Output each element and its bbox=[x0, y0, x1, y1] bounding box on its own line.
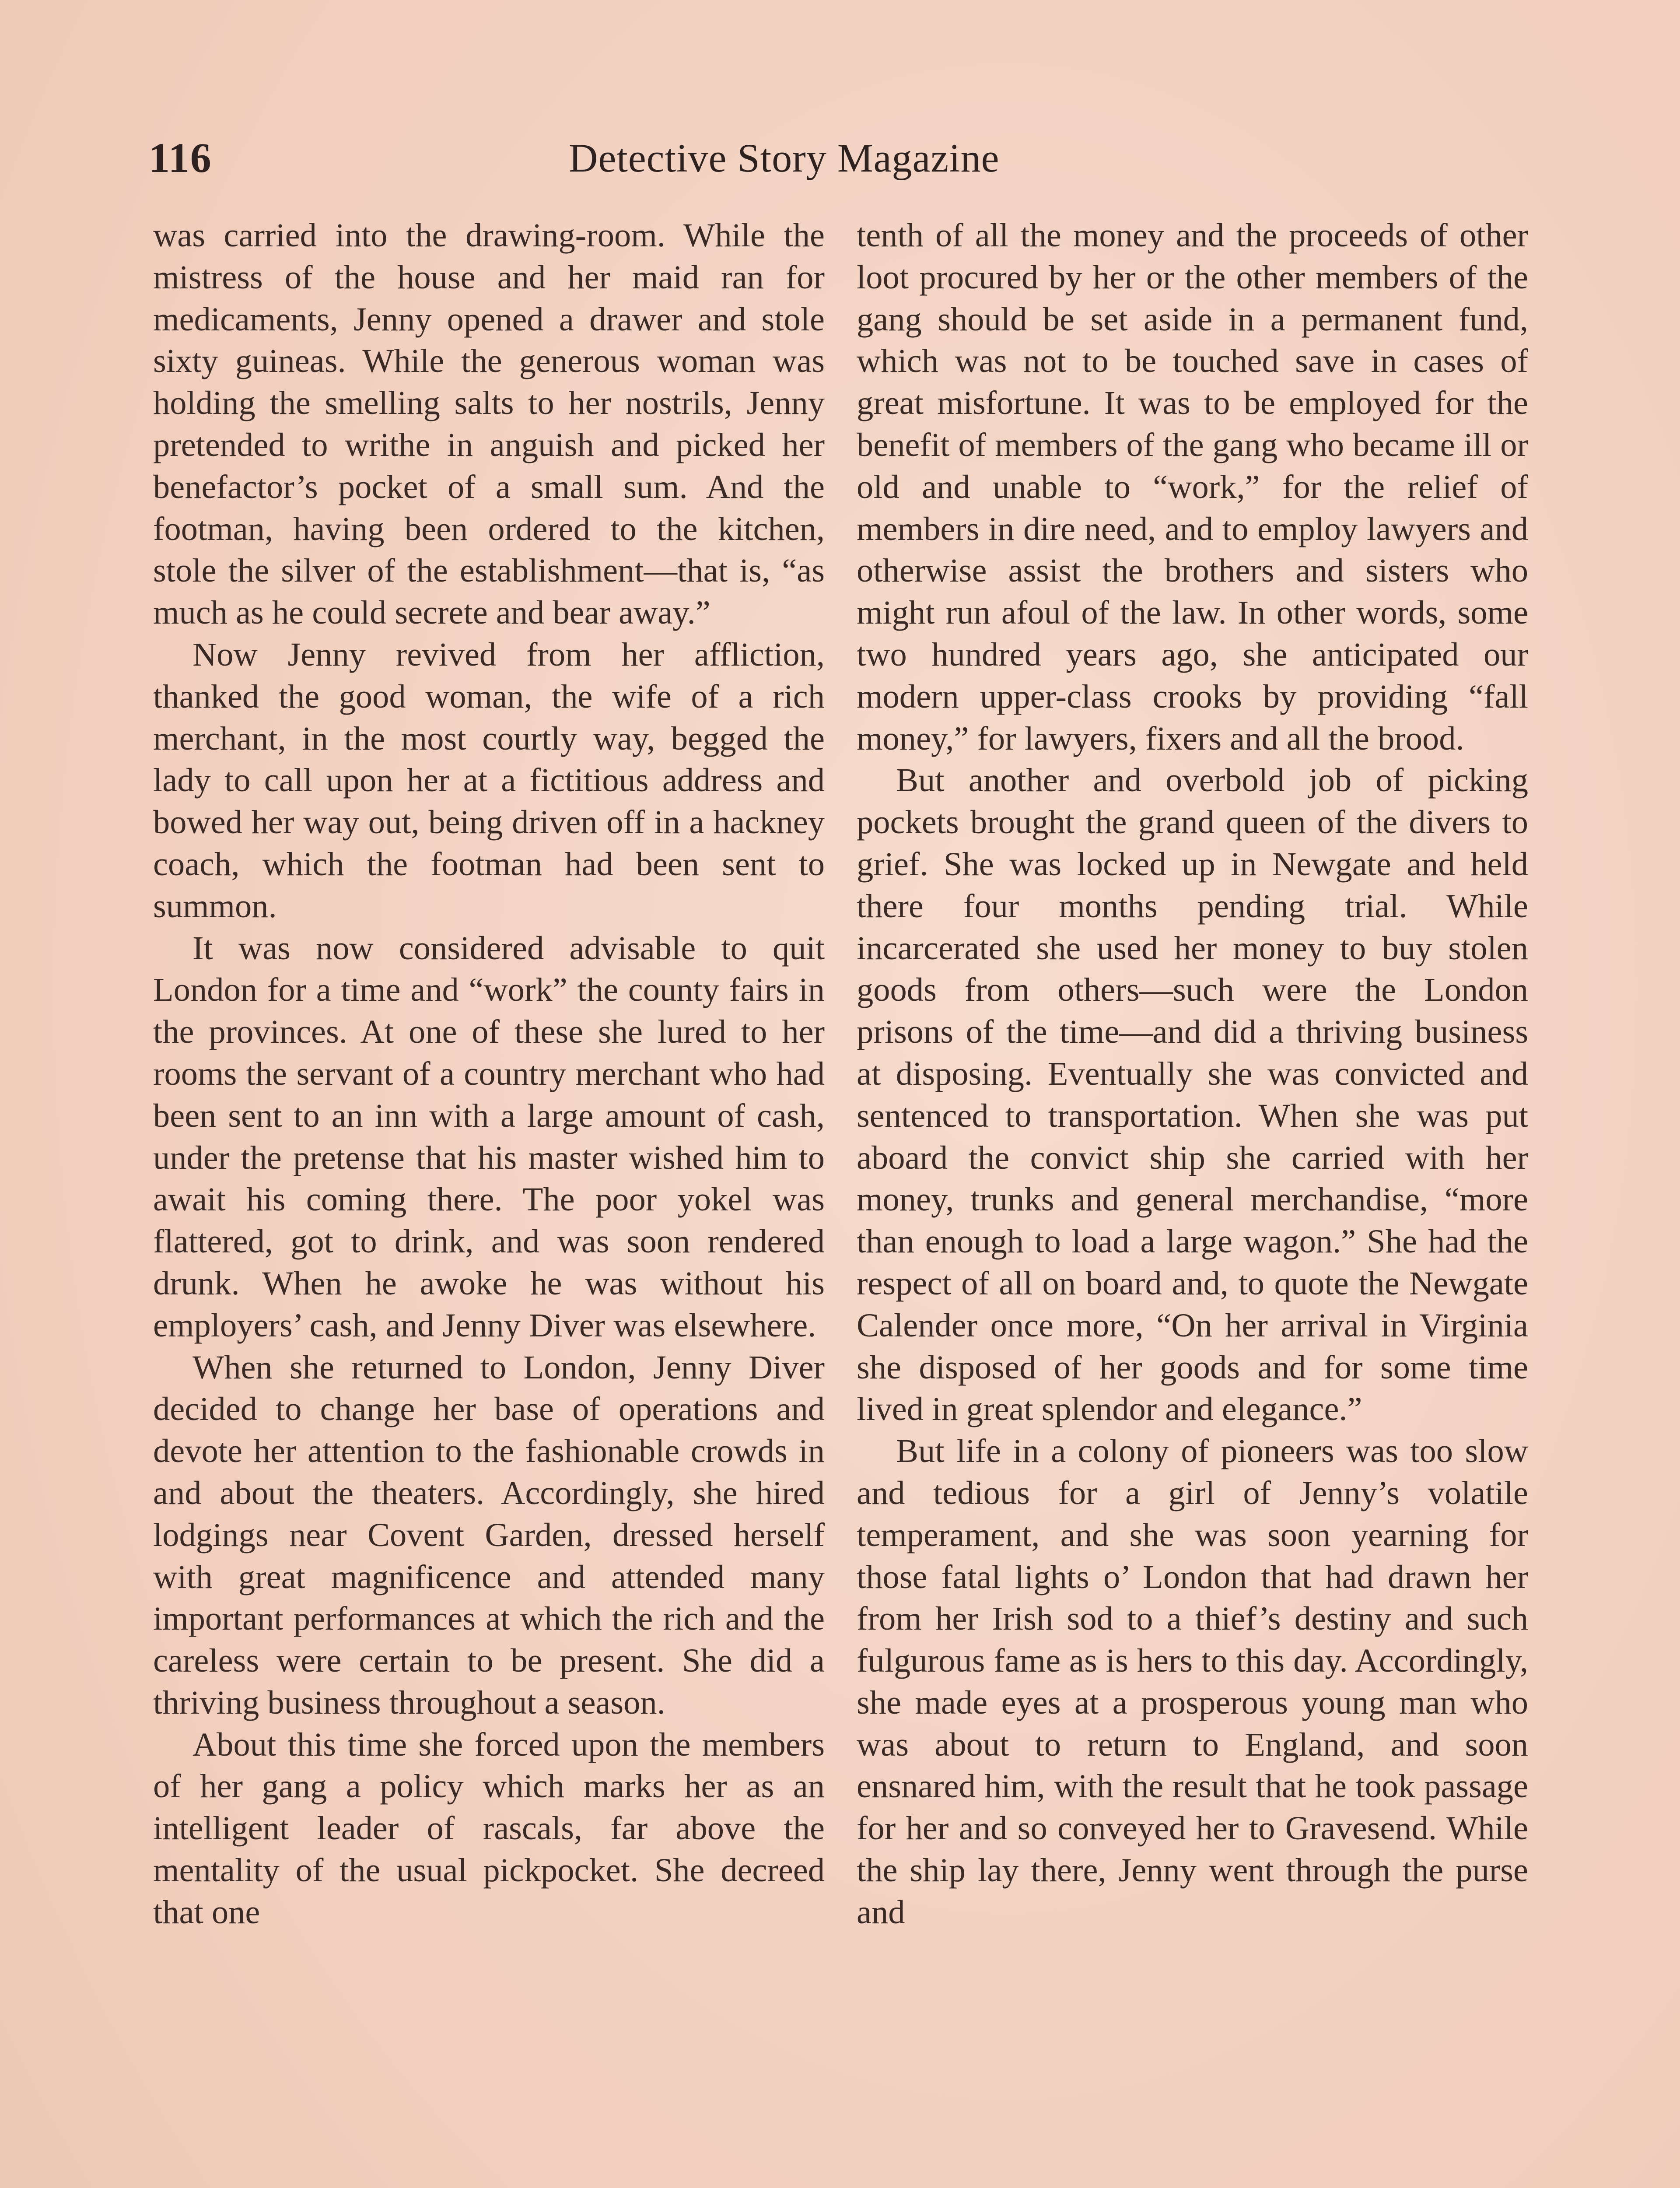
paragraph: About this time she forced upon the members of her gang a policy which marks her as an intelligent leader of rascals, far above the mentality of the usual pickpocket. She decreed that one bbox=[153, 1725, 825, 1931]
paragraph: But another and overbold job of picking pockets brought the grand queen of the divers to grief. She was locked up in Newgate and held there four months pending trial. While incarcerated she used her money to buy stolen goods from others—such were the London prisons of the time—and did a thriving business at disposing. Eventually she was convicted and sentenced to transportation. When she was put aboard the convict ship she carried with her money, trunks and general merchandise, “more than enough to load a large wagon.” She had the respect of all on board and, to quote the Newgate Calender once more, “On her arrival in Virginia she disposed of her goods and for some time lived in great splendor and elegance.” bbox=[857, 761, 1528, 1428]
paragraph: was carried into the drawing-room. While the mistress of the house and her maid ran for medicaments, Jenny opened a drawer and stole sixty guineas. While the generous woman was holding the smelling salts to her nostrils, Jenny pretended to writhe in anguish and picked her benefactor’s pocket of a small sum. And the footman, having been ordered to the kitchen, stole the silver of the establishment—that is, “as much as he could secrete and bear away.” bbox=[153, 217, 825, 631]
page-number: 116 bbox=[149, 134, 212, 181]
running-head: Detective Story Magazine bbox=[569, 136, 1000, 180]
paragraph: But life in a colony of pioneers was too slow and tedious for a girl of Jenny’s volatile temperament, and she was soon yearning for those fatal lights o’ London that had drawn her from her Irish sod to a thief’s destiny and such fulgurous fame as is hers to this day. Accordingly, she made eyes at a prosperous young man who was about to return to England, and soon ensnared him, with the result that he took passage for her and so conveyed her to Gravesend. While the ship lay there, Jenny went through the purse and bbox=[857, 1432, 1528, 1931]
paragraph: When she returned to London, Jenny Diver decided to change her base of operations and devote her attention to the fashionable crowds in and about the theaters. Accordingly, she hired lodgings near Covent Garden, dressed herself with great magnificence and attended many important performances at which the rich and the careless were certain to be present. She did a thriving business throughout a season. bbox=[153, 1348, 825, 1721]
left-column bbox=[153, 214, 825, 1933]
paragraph: It was now considered advisable to quit London for a time and “work” the county fairs in the provinces. At one of these she lured to her rooms the servant of a country merchant who had been sent to an inn with a large amount of cash, under the pretense that his master wished him to await his coming there. The poor yokel was flattered, got to drink, and was soon rendered drunk. When he awoke he was without his employers’ cash, and Jenny Diver was elsewhere. bbox=[153, 929, 825, 1344]
paragraph: Now Jenny revived from her affliction, thanked the good woman, the wife of a rich merchant, in the most courtly way, begged the lady to call upon her at a fictitious address and bowed her way out, being driven off in a hackney coach, which the footman had been sent to summon. bbox=[153, 635, 825, 925]
paragraph: tenth of all the money and the proceeds of other loot procured by her or the other members of the gang should be set aside in a permanent fund, which was not to be touched save in cases of great misfortune. It was to be employed for the benefit of members of the gang who became ill or old and unable to “work,” for the relief of members in dire need, and to employ lawyers and otherwise assist the brothers and sisters who might run afoul of the law. In other words, some two hundred years ago, she anticipated our modern upper-class crooks by providing “fall money,” for lawyers, fixers and all the brood. bbox=[857, 217, 1528, 757]
right-column bbox=[857, 214, 1528, 1933]
